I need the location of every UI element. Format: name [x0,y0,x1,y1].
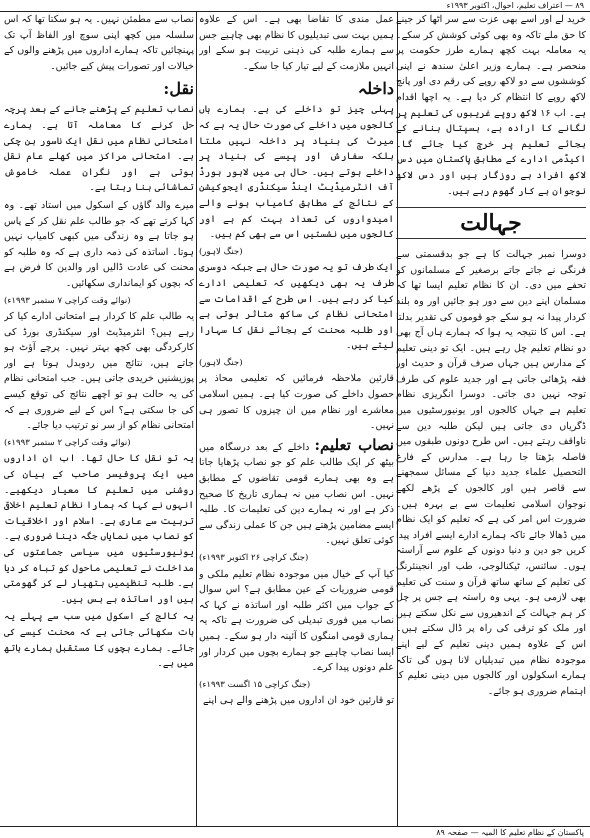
paragraph: یہ طالب علم کا کردار ہے امتحانی ادارے کیا کر رہے ہیں؟ انٹرمیڈیٹ اور سیکنڈری بورڈ کی کارکردگی بھی کچھ بہتر نہیں۔ پرچے آؤٹ ہو جاتے ہیں، نتائج میں ردوبدل ہوتا ہے اور پوزیشنیں خریدی جاتی ہیں۔ جب امتحانی نظام کی یہ حالت ہو تو اچھے نتائج کی توقع کیسے کی جا سکتی ہے؟ اس کے لیے ضروری ہے کہ امتحانی نظام کو از سر نو ترتیب دیا جائے۔ [4,311,194,432]
page-footer [0,826,590,838]
middle-column [199,12,394,826]
paragraph: تو قارئین خود ان اداروں میں پڑھنے والے ہی اپنے [202,695,394,707]
paragraph-text: داخلے کے بعد درسگاہ میں بیٹھ کر ایک طالب علم کو جو نصاب پڑھایا جاتا ہے وہ بھی ہمارے قومی تقاضوں کے مطابق نہیں۔ اس نصاب میں نہ ہماری تاریخ کا صحیح ذکر ہے اور نہ ہمارے دین کی تعلیمات کا۔ طلبہ ایسے مضامین پڑھتے ہیں جن کا عملی زندگی سے کوئی تعلق نہیں۔ [199,441,394,547]
left-column [4,12,194,826]
paragraph: نصاب سے مطمئن نہیں۔ یہ ہو سکتا تھا کہ اس سلسلہ میں کچھ اپنی سوچ اور الفاظ آپ تک پہنچائیں تاکہ ہمارے اداروں میں پڑھنے والوں کے خیالات اور تصورات پیش کیے جائیں۔ [4,14,194,72]
paragraph-with-heading [199,436,394,549]
section-title-jahalat: جہالت [396,207,586,239]
paragraph: نصاب تعلیم کے پڑھنے جانے کے بعد پرچہ حل کرنے کا معاملہ آتا ہے۔ ہمارے امتحانی نظام میں نقل ایک ناسور بن چکی ہے۔ امتحانی مراکز میں کھلے عام نقل ہوتی ہے اور نگران عملہ خاموش تماشائی بنا رہتا ہے۔ [4,104,194,194]
intro-paragraph: خرید لے اور اسے بھی عزت سے سر اٹھا کر جینے کا حق ملے تاکہ وہ بھی کوئی کوشش کر سکے۔ یہ معاملہ بہت کچھ ہمارے طرز حکومت پر منحصر ہے۔ ہمارے وزیر اعلیٰ سندھ نے اپنی کوششوں سے دو لاکھ روپے کی رقم دی اور پانچ لاکھ روپے کا انتظام کر دیا ہے۔ یہ اچھا اقدام ہے۔ اب ۱۶ لاکھ روپے غریبوں کی تعلیم پر لگانے کا ارادہ ہے، ہسپتال بنانے کے بجائے تعلیم پر خرچ کیا جائے گا۔ اکیڈمی ادارے کے مطابق پاکستان میں دس لاکھ افراد بے روزگار ہیں اور دس لاکھ نوجوان بے کار گھوم رہے ہیں۔ [396,14,586,197]
source-citation: (نوائے وقت کراچی ۲ ستمبر ۱۹۹۳ء) [4,437,131,448]
column-divider [196,12,197,826]
paragraph: یہ تو نقل کا حال تھا۔ اب ان اداروں میں ایک پروفیسر صاحب کے بیان کی روشنی میں تعلیم کا معیار دیکھیے۔ انہوں نے کہا کہ ہمارا نظام تعلیم اخلاقی تربیت سے عاری ہے۔ اسلام اور اخلاقیات کو نصاب میں نمایاں جگہ دینا ضروری ہے۔ یونیورسٹیوں میں سیاسی جماعتوں کی مداخلت نے تعلیمی ماحول کو تباہ کر دیا ہے۔ طلبہ تنظیمیں ہتھیار لے کر گھومتی ہیں اور اساتذہ بے بس ہیں۔ [4,453,194,605]
heading-dakhla: داخلہ [357,79,394,99]
source-citation: (جنگ کراچی ۲۶ اکتوبر ۱۹۹۳ء) [199,553,309,563]
source-citation: (جنگ لاہور) [199,357,243,368]
source-citation: (جنگ لاہور) [199,246,243,257]
paragraph: یہ کالج کے اسکول میں سب سے پہلے یہ بات سکھائی جاتی ہے کہ محنت کیسے کی جائے۔ ہمارے بچوں کا مستقبل ہمارے ہاتھ میں ہے۔ [4,611,194,670]
page-header-text: ۸۹ — اعتراف تعلیم، احوال، اکتوبر ۱۹۹۳ء [446,1,584,10]
body-paragraph: دوسرا نمبر جہالت کا ہے جو بدقسمتی سے فرنگی نے جاتے جاتے برصغیر کے مسلمانوں کو تحفے میں دی۔ ان کا نظام تعلیم ایسا تھا کہ مسلمان اپنے دین سے دور ہو جائیں اور وہ بلند کردار پیدا نہ ہو سکے جو قوموں کی تقدیر بدلتا ہے۔ اس کا نتیجہ یہ ہوا کہ ہمارے ہاں آج بھی دو نظام تعلیم چل رہے ہیں۔ ایک تو دینی تعلیم کے مدارس ہیں جہاں صرف قرآن و حدیث اور فقہ پڑھائی جاتی ہے اور جدید علوم کی طرف توجہ نہیں دی جاتی۔ دوسرا انگریزی نظام تعلیم ہے جہاں کالجوں اور یونیورسٹیوں میں ڈگریاں دی جاتی ہیں لیکن طلبہ دین سے ناواقف رہتے ہیں۔ اس طرح دونوں طبقوں میں فاصلہ بڑھتا جا رہا ہے۔ مدارس کے فارغ التحصیل علماء جدید دنیا کے مسائل سمجھنے سے قاصر ہیں اور کالجوں کے پڑھے لکھے نوجوان اسلامی تعلیمات سے بے بہرہ ہیں۔ ضرورت اس امر کی ہے کہ تعلیم کو ایک نظام میں ڈھالا جائے تاکہ ہمارے ادارے ایسے افراد پیدا کریں جو دین و دنیا دونوں کے علوم سے آراستہ ہوں۔ سائنس، ٹیکنالوجی، طب اور انجینئرنگ کی تعلیم کے ساتھ ساتھ قرآن و سنت کی تعلیم بھی لازمی ہو۔ یہی وہ راستہ ہے جس پر چل کر ہم جہالت کے اندھیروں سے نکل سکتے ہیں اور ملک کو ترقی کی راہ پر ڈال سکتے ہیں۔ اس کے علاوہ ہمیں دینی تعلیم کے لیے اپنے موجودہ نظام میں تبدیلیاں لانا ہوں گی تاکہ ہمارے اسکولوں اور کالجوں میں دینی تعلیم کا اہتمام ضروری ہو جائے۔ [396,249,586,697]
heading-naql: نقل: [163,79,194,99]
source-citation: (جنگ کراچی ۱۵ اگست ۱۹۹۳ء) [199,679,311,690]
paragraph: ایک طرف تو یہ صورت حال ہے جبکہ دوسری طرف یہ بھی دیکھیں کہ تعلیمی ادارے کیا کر رہے ہیں۔ اس طرح کے اقدامات سے امتحانی نظام کی ساکھ متاثر ہوتی ہے اور طلبہ محنت کے بجائے نقل کا سہارا لیتے ہیں۔ [199,262,394,352]
paragraph: میرے والد گاؤں کے اسکول میں استاد تھے۔ وہ کہا کرتے تھے کہ جو طالب علم نقل کر کے پاس ہو جاتا ہے وہ زندگی میں کبھی کامیاب نہیں ہوتا۔ اساتذہ کی ذمہ داری ہے کہ وہ طلبہ کو محنت کی عادت ڈالیں اور والدین کا فرض ہے کہ بچوں کو ایمانداری سکھائیں۔ [4,199,194,289]
paragraph: کیا آپ کے خیال میں موجودہ نظام تعلیم ملکی و قومی ضروریات کے عین مطابق ہے؟ اس سوال کے جواب میں اکثر طلبہ اور اساتذہ نے کہا کہ نصاب میں فوری تبدیلی کی ضرورت ہے تاکہ یہ ہماری قومی امنگوں کا آئینہ دار ہو سکے۔ ہمیں ایسا نصاب چاہیے جو ہمارے بچوں میں کردار اور علم دونوں پیدا کرے۔ [199,568,394,674]
paragraph: قارئین ملاحظہ فرمائیں کہ تعلیمی محاذ پر حصول داخلے کی صورت کیا ہے۔ ہمیں اسلامی معاشرے اور نظام میں ان چیزوں کا تصور ہی نہیں۔ [199,373,394,432]
page-header [0,0,590,12]
paragraph: عمل مندی کا تقاضا بھی ہے۔ اس کے علاوہ ہمیں بہت سی تبدیلیوں کا نظام بھی چاہیے جس سے ہمارے طلبہ کی ذہنی تربیت ہو سکے اور انہیں ملازمت کے لیے تیار کیا جا سکے۔ [199,14,394,72]
right-column [396,12,586,826]
source-citation: (نوائے وقت کراچی ۷ ستمبر ۱۹۹۳ء) [4,295,131,306]
heading-nisab-taleem: نصاب تعلیم: [314,435,394,454]
page-footer-text: پاکستان کے نظام تعلیم کا المیہ — صفحہ ۸۹ [436,828,584,837]
paragraph: پہلی چیز تو داخلے کی ہے۔ ہمارے ہاں کالجوں میں داخلے کی صورت حال یہ ہے کہ میرٹ کی بنیاد پر داخلہ نہیں ملتا بلکہ سفارش اور پیسے کی بنیاد پر داخلے ہوتے ہیں۔ حال ہی میں لاہور بورڈ آف انٹرمیڈیٹ اینڈ سیکنڈری ایجوکیشن کے نتائج کے مطابق کامیاب ہونے والے امیدواروں کی تعداد بہت کم ہے اور کالجوں میں نشستیں اس سے بھی کم ہیں۔ [199,104,394,241]
